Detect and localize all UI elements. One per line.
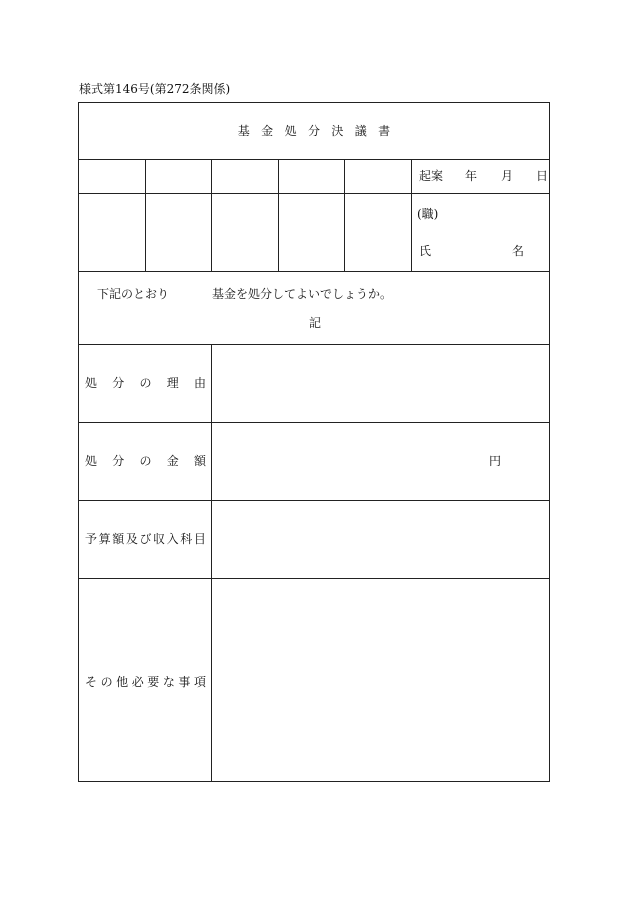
stamp-divider-2 [211,159,212,271]
other-matters-label: そ の 他 必 要 な 事 項 [85,675,206,689]
rule-under-budget [79,578,549,579]
form-number-caption: 様式第146号(第272条関係) [79,82,231,96]
rule-under-draft-row [79,193,549,194]
fund-disposal-resolution-form [78,102,550,782]
position-label: (職) [417,207,439,221]
stamp-divider-3 [278,159,279,271]
budget-label: 予 算 額 及 び 収 入 科 目 [85,532,206,546]
name-label-surname: 氏 [419,244,432,258]
statement-prefix: 下記のとおり [97,287,170,301]
reason-label: 処 分 の 理 由 [85,376,206,390]
form-title: 基金処分決議書 [237,124,402,138]
rule-under-approval [79,271,549,272]
rule-under-statement [79,344,549,345]
day-label: 日 [536,169,549,183]
label-column-divider [211,344,212,781]
month-label: 月 [501,169,514,183]
stamp-divider-4 [344,159,345,271]
year-label: 年 [465,169,478,183]
yen-unit: 円 [489,454,502,468]
rule-under-title [79,159,549,160]
statement-suffix: 基金を処分してよいでしょうか。 [212,287,393,301]
amount-label: 処 分 の 金 額 [85,454,206,468]
stamp-divider-1 [145,159,146,271]
ki-mark: 記 [309,316,322,330]
draft-label: 起案 [419,169,444,183]
rule-under-reason [79,422,549,423]
name-label-given: 名 [512,244,525,258]
stamp-divider-5 [411,159,412,271]
rule-under-amount [79,500,549,501]
